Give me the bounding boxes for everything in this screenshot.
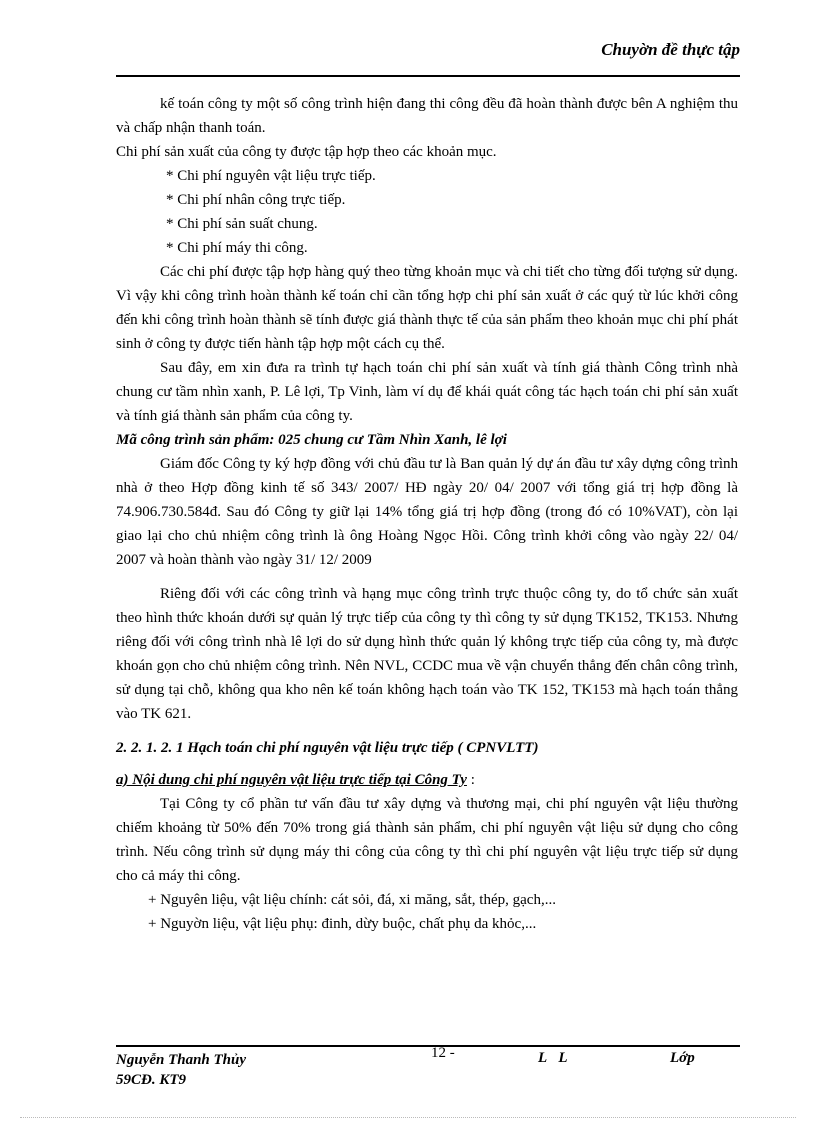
list-item: + Nguyên liệu, vật liệu chính: cát sỏi, đá, xi măng, sắt, thép, gạch,... <box>148 892 556 908</box>
list-item: * Chi phí nhân công trực tiếp. <box>166 192 346 208</box>
heading-subsection-colon: : <box>470 772 475 788</box>
list-item: * Chi phí sản suất chung. <box>166 216 318 232</box>
footer-rule <box>116 1045 740 1047</box>
paragraph-intro: kế toán công ty một số công trình hiện đang thi công đều đã hoàn thành được bên A nghiệm thu và chấp nhận thanh toán. <box>116 96 738 136</box>
paragraph-material-cost: Tại Công ty cổ phần tư vấn đầu tư xây dựng và thương mại, chi phí nguyên vật liệu thường chiếm khoảng từ 50% đến 70% trong giá thành sản phẩm, chi phí nguyên vật liệu sử dụng cho công trình. Nếu công trình sử dụng máy thi công của công ty thì chi phí nguyên vật liệu trực tiếp sử dụng cho cả máy thi công. <box>116 796 738 884</box>
list-item: * Chi phí nguyên vật liệu trực tiếp. <box>166 168 376 184</box>
paragraph-contract: Giám đốc Công ty ký hợp đồng với chủ đầu tư là Ban quản lý dự án đầu tư xây dựng công trình nhà ở theo Hợp đồng kinh tế số 343/ 2007/ HĐ ngày 20/ 04/ 2007 với tổng giá trị hợp đồng là 74.906.730.584đ. Sau đó Công ty giữ lại 14% tổng giá trị hợp đồng (trong đó có 10%VAT), còn lại giao lại cho chủ nhiệm công trình là ông Hoàng Ngọc Hồi. Công trình khởi công vào ngày 22/ 04/ 2007 và hoàn thành vào ngày 31/ 12/ 2009 <box>116 456 738 568</box>
header-rule <box>116 75 740 77</box>
author-class-code: 59CĐ. KT9 <box>116 1072 187 1088</box>
page-bottom-border <box>20 1117 796 1118</box>
footer-class-label: Lớp <box>670 1050 695 1066</box>
document-body <box>116 92 738 936</box>
paragraph-cost-categories: Chi phí sản xuất của công ty được tập hợp theo các khoản mục. <box>116 144 497 160</box>
heading-subsection-text: a) Nội dung chi phí nguyên vật liệu trực tiếp tại Công Ty <box>116 772 467 788</box>
footer-author <box>116 1050 246 1090</box>
list-item: * Chi phí máy thi công. <box>166 240 308 256</box>
paragraph-example: Sau đây, em xin đưa ra trình tự hạch toán chi phí sản xuất và tính giá thành Công trình nhà chung cư tầm nhìn xanh, P. Lê lợi, Tp Vinh, làm ví dụ để khái quát công tác hạch toán chi phí sản xuất và tính giá thành sản phẩm của công ty. <box>116 360 738 424</box>
header-title: Chuyờn đề thực tập <box>601 40 740 59</box>
heading-project-code: Mã công trình sản phẩm: 025 chung cư Tầm Nhìn Xanh, lê lợi <box>116 432 507 448</box>
heading-section: 2. 2. 1. 2. 1 Hạch toán chi phí nguyên vật liệu trực tiếp ( CPNVLTT) <box>116 740 539 756</box>
paragraph-accounts: Riêng đối với các công trình và hạng mục công trình trực thuộc công ty, do tổ chức sản xuất theo hình thức khoán dưới sự quản lý trực tiếp của công ty thì công ty sử dụng TK152, TK153. Nhưng riêng đối với công trình nhà lê lợi do sử dụng hình thức quản lý không trực tiếp của công ty, mà được khoán gọn cho chủ nhiệm công trình. Nên NVL, CCDC mua về vận chuyển thẳng đến chân công trình, sử dụng tại chỗ, không qua kho nên kế toán không hạch toán vào TK 152, TK153 mà hạch toán thẳng vào TK 621. <box>116 586 738 722</box>
author-name: Nguyễn Thanh Thủy <box>116 1052 247 1068</box>
footer-ll: L L <box>538 1050 568 1066</box>
heading-subsection <box>116 768 738 792</box>
page-number: 12 - <box>431 1045 455 1061</box>
paragraph-quarterly: Các chi phí được tập hợp hàng quý theo từng khoản mục và chi tiết cho từng đối tượng sử dụng. Vì vậy khi công trình hoàn thành kế toán chỉ cần tổng hợp chi phí sản xuất ở các quý từ lúc khởi công đến khi công trình hoàn thành sẽ tính được giá thành thực tế của sản phẩm theo khoản mục chi phí phát sinh ở công ty được tiến hành tập hợp một cách cụ thể. <box>116 264 738 352</box>
list-item: + Nguyờn liệu, vật liệu phụ: đinh, dừy buộc, chất phụ da khỏc,... <box>148 916 537 932</box>
